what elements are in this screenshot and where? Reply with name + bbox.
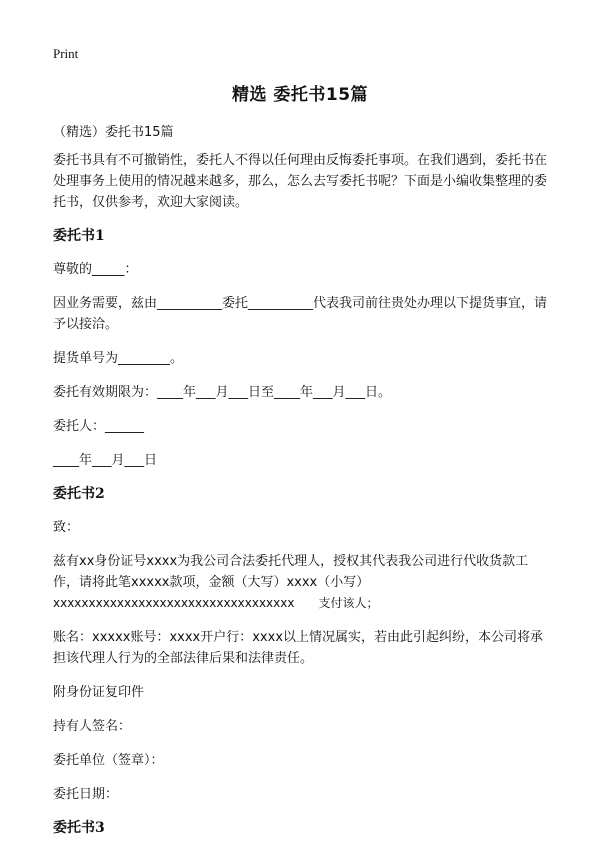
section2-paragraph-5: 委托单位（签章）：: [53, 753, 164, 768]
section1-paragraph-2: 提货单号为________。: [53, 351, 184, 366]
document-subtitle: （精选）委托书15篇: [53, 125, 174, 140]
section1-salutation: 尊敬的_____：: [53, 262, 138, 277]
section2-salutation: 致：: [53, 520, 80, 535]
section1-paragraph-5: ____年___月___日: [53, 453, 158, 468]
section1-paragraph-3: 委托有效期限为：____年___月___日至____年___月___日。: [53, 385, 392, 400]
section-heading-1: 委托书1: [53, 228, 105, 244]
page-title: 精选 委托书15篇: [231, 85, 369, 105]
section2-paragraph-1-continued: xxxxxxxxxxxxxxxxxxxxxxxxxxxxxxxxxx 支付该人；: [53, 596, 379, 610]
section2-paragraph-6: 委托日期：: [53, 787, 119, 802]
section-heading-3: 委托书3: [53, 820, 105, 836]
print-link[interactable]: Print: [53, 46, 79, 61]
section2-paragraph-3: 附身份证复印件: [53, 685, 145, 700]
intro-paragraph: 委托书具有不可撤销性，委托人不得以任何理由反悔委托事项。在我们遇到，委托书在处理事务上使用的情况越来越多，那么，怎么去写委托书呢？下面是小编收集整理的委托书，仅供参考，欢迎大家阅读。: [53, 153, 548, 210]
section1-paragraph-1: 因业务需要，兹由__________委托__________代表我司前往贵处办理以下提货事宜，请予以接洽。: [53, 296, 548, 332]
section2-paragraph-2: 账名：xxxxx账号：xxxx开户行：xxxx以上情况属实，若由此引起纠纷，本公司将承担该代理人行为的全部法律后果和法律责任。: [53, 630, 544, 666]
section1-paragraph-4: 委托人：______: [53, 419, 145, 434]
section2-paragraph-1: 兹有xx身份证号xxxx为我公司合法委托代理人，授权其代表我公司进行代收货款工作，请将此笔xxxxx款项，金额（大写）xxxx（小写）: [53, 554, 529, 590]
section2-paragraph-4: 持有人签名：: [53, 719, 132, 734]
section-heading-2: 委托书2: [53, 486, 105, 502]
document-body: [53, 150, 551, 851]
